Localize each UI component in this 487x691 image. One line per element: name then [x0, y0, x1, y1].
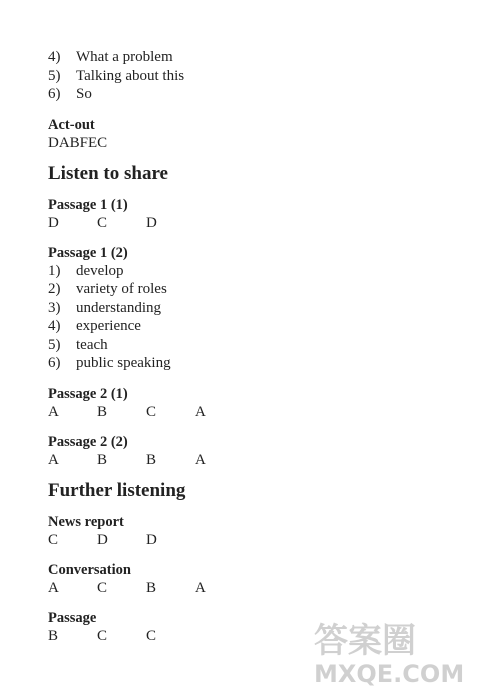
news-report-heading: News report	[48, 513, 124, 530]
watermark-logo-graphic	[304, 614, 484, 686]
list-item: 5) Talking about this	[48, 67, 185, 84]
further-listening-heading: Further listening	[48, 479, 186, 501]
news-report-answers	[48, 531, 467, 549]
passage-2-1-answers	[48, 403, 467, 421]
passage-1-1-heading: Passage 1 (1)	[48, 196, 128, 213]
passage-heading: Passage	[48, 609, 97, 626]
answer: C	[48, 531, 59, 548]
answer: A	[195, 403, 206, 420]
answer: C	[97, 627, 108, 644]
answer: D	[146, 531, 157, 548]
answer: D	[97, 531, 108, 548]
watermark-line2: MXQE.COM	[314, 660, 465, 686]
answer: D	[146, 214, 157, 231]
answer: A	[48, 579, 59, 596]
passage-1-2-heading: Passage 1 (2)	[48, 244, 128, 261]
list-item: 4) experience	[48, 318, 141, 334]
answer-key-document	[48, 48, 467, 645]
answer: A	[48, 403, 59, 420]
top-answer-list	[48, 48, 467, 104]
answer: A	[195, 451, 206, 468]
passage-2-1-heading: Passage 2 (1)	[48, 385, 128, 402]
answer: C	[146, 627, 157, 644]
list-item: 4) What a problem	[48, 49, 173, 65]
answer: A	[195, 579, 206, 596]
list-item: 2) variety of roles	[48, 281, 167, 297]
passage-1-1-answers	[48, 214, 467, 232]
watermark-line1: 答案圈	[314, 621, 416, 661]
passage-2-2-answers	[48, 451, 467, 469]
list-item: 6) So	[48, 86, 92, 102]
answer: B	[146, 451, 157, 468]
list-item: 6) public speaking	[48, 355, 171, 371]
answer: B	[97, 403, 108, 420]
listen-to-share-heading: Listen to share	[48, 162, 168, 184]
answer: C	[146, 403, 157, 420]
act-out-heading: Act-out	[48, 116, 95, 133]
conversation-heading: Conversation	[48, 561, 131, 578]
list-item: 1) develop	[48, 262, 124, 279]
conversation-answers	[48, 579, 467, 597]
list-item: 5) teach	[48, 336, 108, 353]
answer: A	[48, 451, 59, 468]
answer: D	[48, 214, 59, 231]
passage-1-2-list	[48, 262, 467, 373]
watermark-logo	[304, 614, 484, 686]
list-item: 3) understanding	[48, 299, 161, 316]
act-out-answer: DABFEC	[48, 134, 108, 151]
answer: C	[97, 214, 108, 231]
answer: B	[48, 627, 59, 644]
passage-2-2-heading: Passage 2 (2)	[48, 433, 128, 450]
answer: B	[146, 579, 157, 596]
answer: C	[97, 579, 108, 596]
answer: B	[97, 451, 108, 468]
